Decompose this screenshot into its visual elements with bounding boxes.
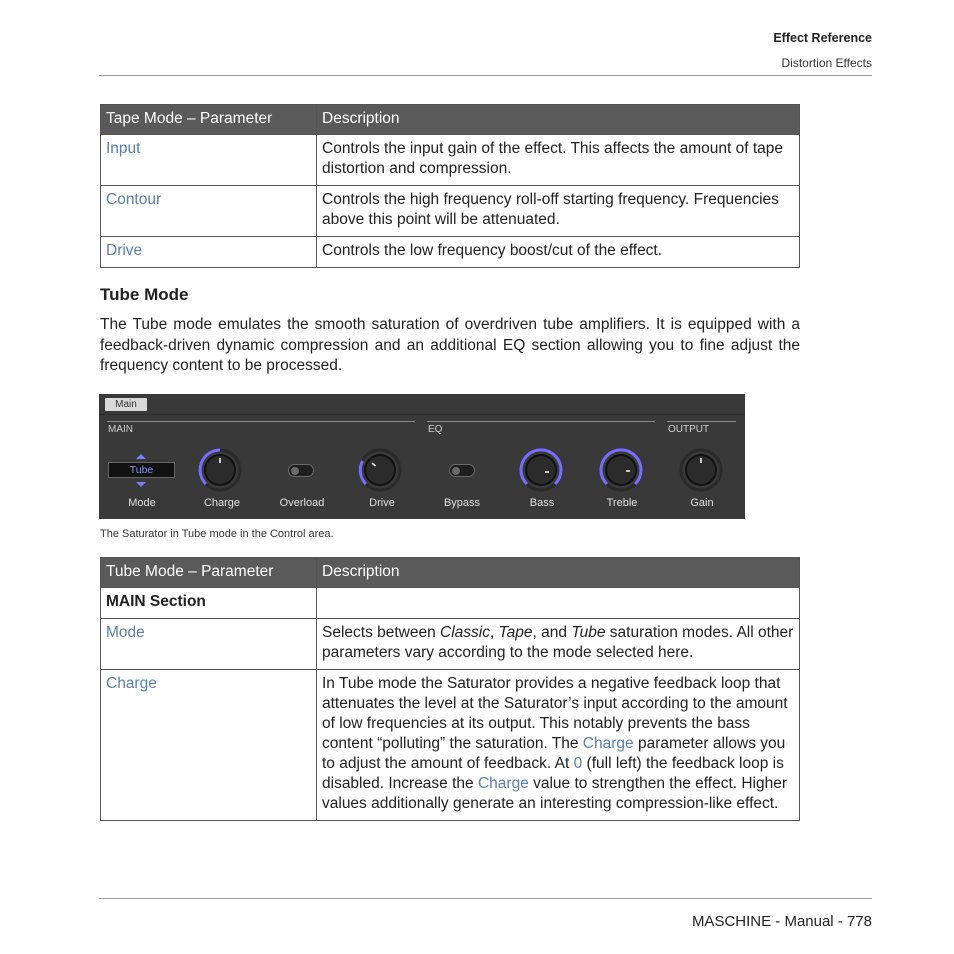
bypass-toggle[interactable] [449,464,475,477]
param-link-drive[interactable]: Drive [106,242,143,259]
param-description: In Tube mode the Saturator provides a negative feedback loop that attenuates the level at the Saturator’s input according to the amount of low frequencies at its output. This notably prevents the bass content “polluting” the saturation. The Charge parameter allows you to adjust the amount of feedback. At 0 (full left) the feedback loop is disabled. Increase the Charge value to strengthen the effect. Higher values additionally generate an interesting compression-like effect. [317,670,800,821]
table-header-row [101,558,800,588]
table-row [101,186,800,237]
mode-up-arrow-icon[interactable] [136,454,146,459]
label-bypass: Bypass [443,497,481,509]
mode-selector[interactable]: Tube [108,462,175,478]
tube-mode-table [100,557,800,821]
tape-mode-table [100,104,800,268]
param-link-contour[interactable]: Contour [106,191,162,208]
column-header: Tape Mode – Parameter [101,105,317,135]
saturator-control-panel [99,394,745,519]
intro-paragraph: The Tube mode emulates the smooth saturation of overdriven tube amplifiers. It is equipped with a feedback-driven dynamic compression and an additional EQ section allowing you to fine adjust the frequency content to be processed. [100,316,800,374]
param-link-input[interactable]: Input [106,140,141,157]
section-row-label: MAIN Section [101,588,317,619]
page-footer: MASCHINE - Manual - 778 [691,913,872,930]
section-line [427,421,655,422]
param-link-mode[interactable]: Mode [106,624,145,641]
header-rule [99,75,872,76]
inline-link-zero[interactable]: 0 [573,755,583,772]
param-description: Controls the low frequency boost/cut of the effect. [317,237,800,268]
label-mode: Mode [128,497,156,509]
overload-toggle[interactable] [288,464,314,477]
table-row [101,619,800,670]
footer-rule [99,898,872,899]
mode-down-arrow-icon[interactable] [136,482,146,487]
section-label-main: MAIN [108,424,133,435]
header-subtitle: Distortion Effects [781,56,872,70]
column-header: Description [317,105,800,135]
figure-caption: The Saturator in Tube mode in the Control area. [100,528,334,540]
label-bass: Bass [529,497,555,509]
param-description: Selects between Classic, Tape, and Tube saturation modes. All other parameters vary according to the mode selected here. [317,619,800,670]
label-overload: Overload [279,497,325,509]
label-gain: Gain [690,497,714,509]
inline-link-charge[interactable]: Charge [477,775,529,792]
treble-knob[interactable] [599,448,643,492]
label-drive: Drive [369,497,395,509]
header-title: Effect Reference [773,31,872,45]
param-description: Controls the input gain of the effect. This affects the amount of tape distortion and compression. [317,135,800,186]
param-description: Controls the high frequency roll-off starting frequency. Frequencies above this point will be attenuated. [317,186,800,237]
section-line [667,421,736,422]
divider [99,414,745,415]
table-row [101,237,800,268]
charge-knob[interactable] [198,448,242,492]
label-charge: Charge [203,497,241,509]
section-label-output: OUTPUT [668,424,710,435]
section-heading: Tube Mode [100,285,189,304]
bass-knob[interactable] [519,448,563,492]
table-row [101,670,800,821]
table-header-row [101,105,800,135]
gain-knob[interactable] [679,448,723,492]
tab-main[interactable]: Main [105,398,147,411]
param-link-charge[interactable]: Charge [106,675,157,692]
column-header: Tube Mode – Parameter [101,558,317,588]
column-header: Description [317,558,800,588]
label-treble: Treble [606,497,638,509]
drive-knob[interactable] [358,448,402,492]
section-label-eq: EQ [428,424,443,435]
table-row [101,135,800,186]
inline-link-charge[interactable]: Charge [582,735,634,752]
section-line [107,421,415,422]
table-row [101,588,800,619]
